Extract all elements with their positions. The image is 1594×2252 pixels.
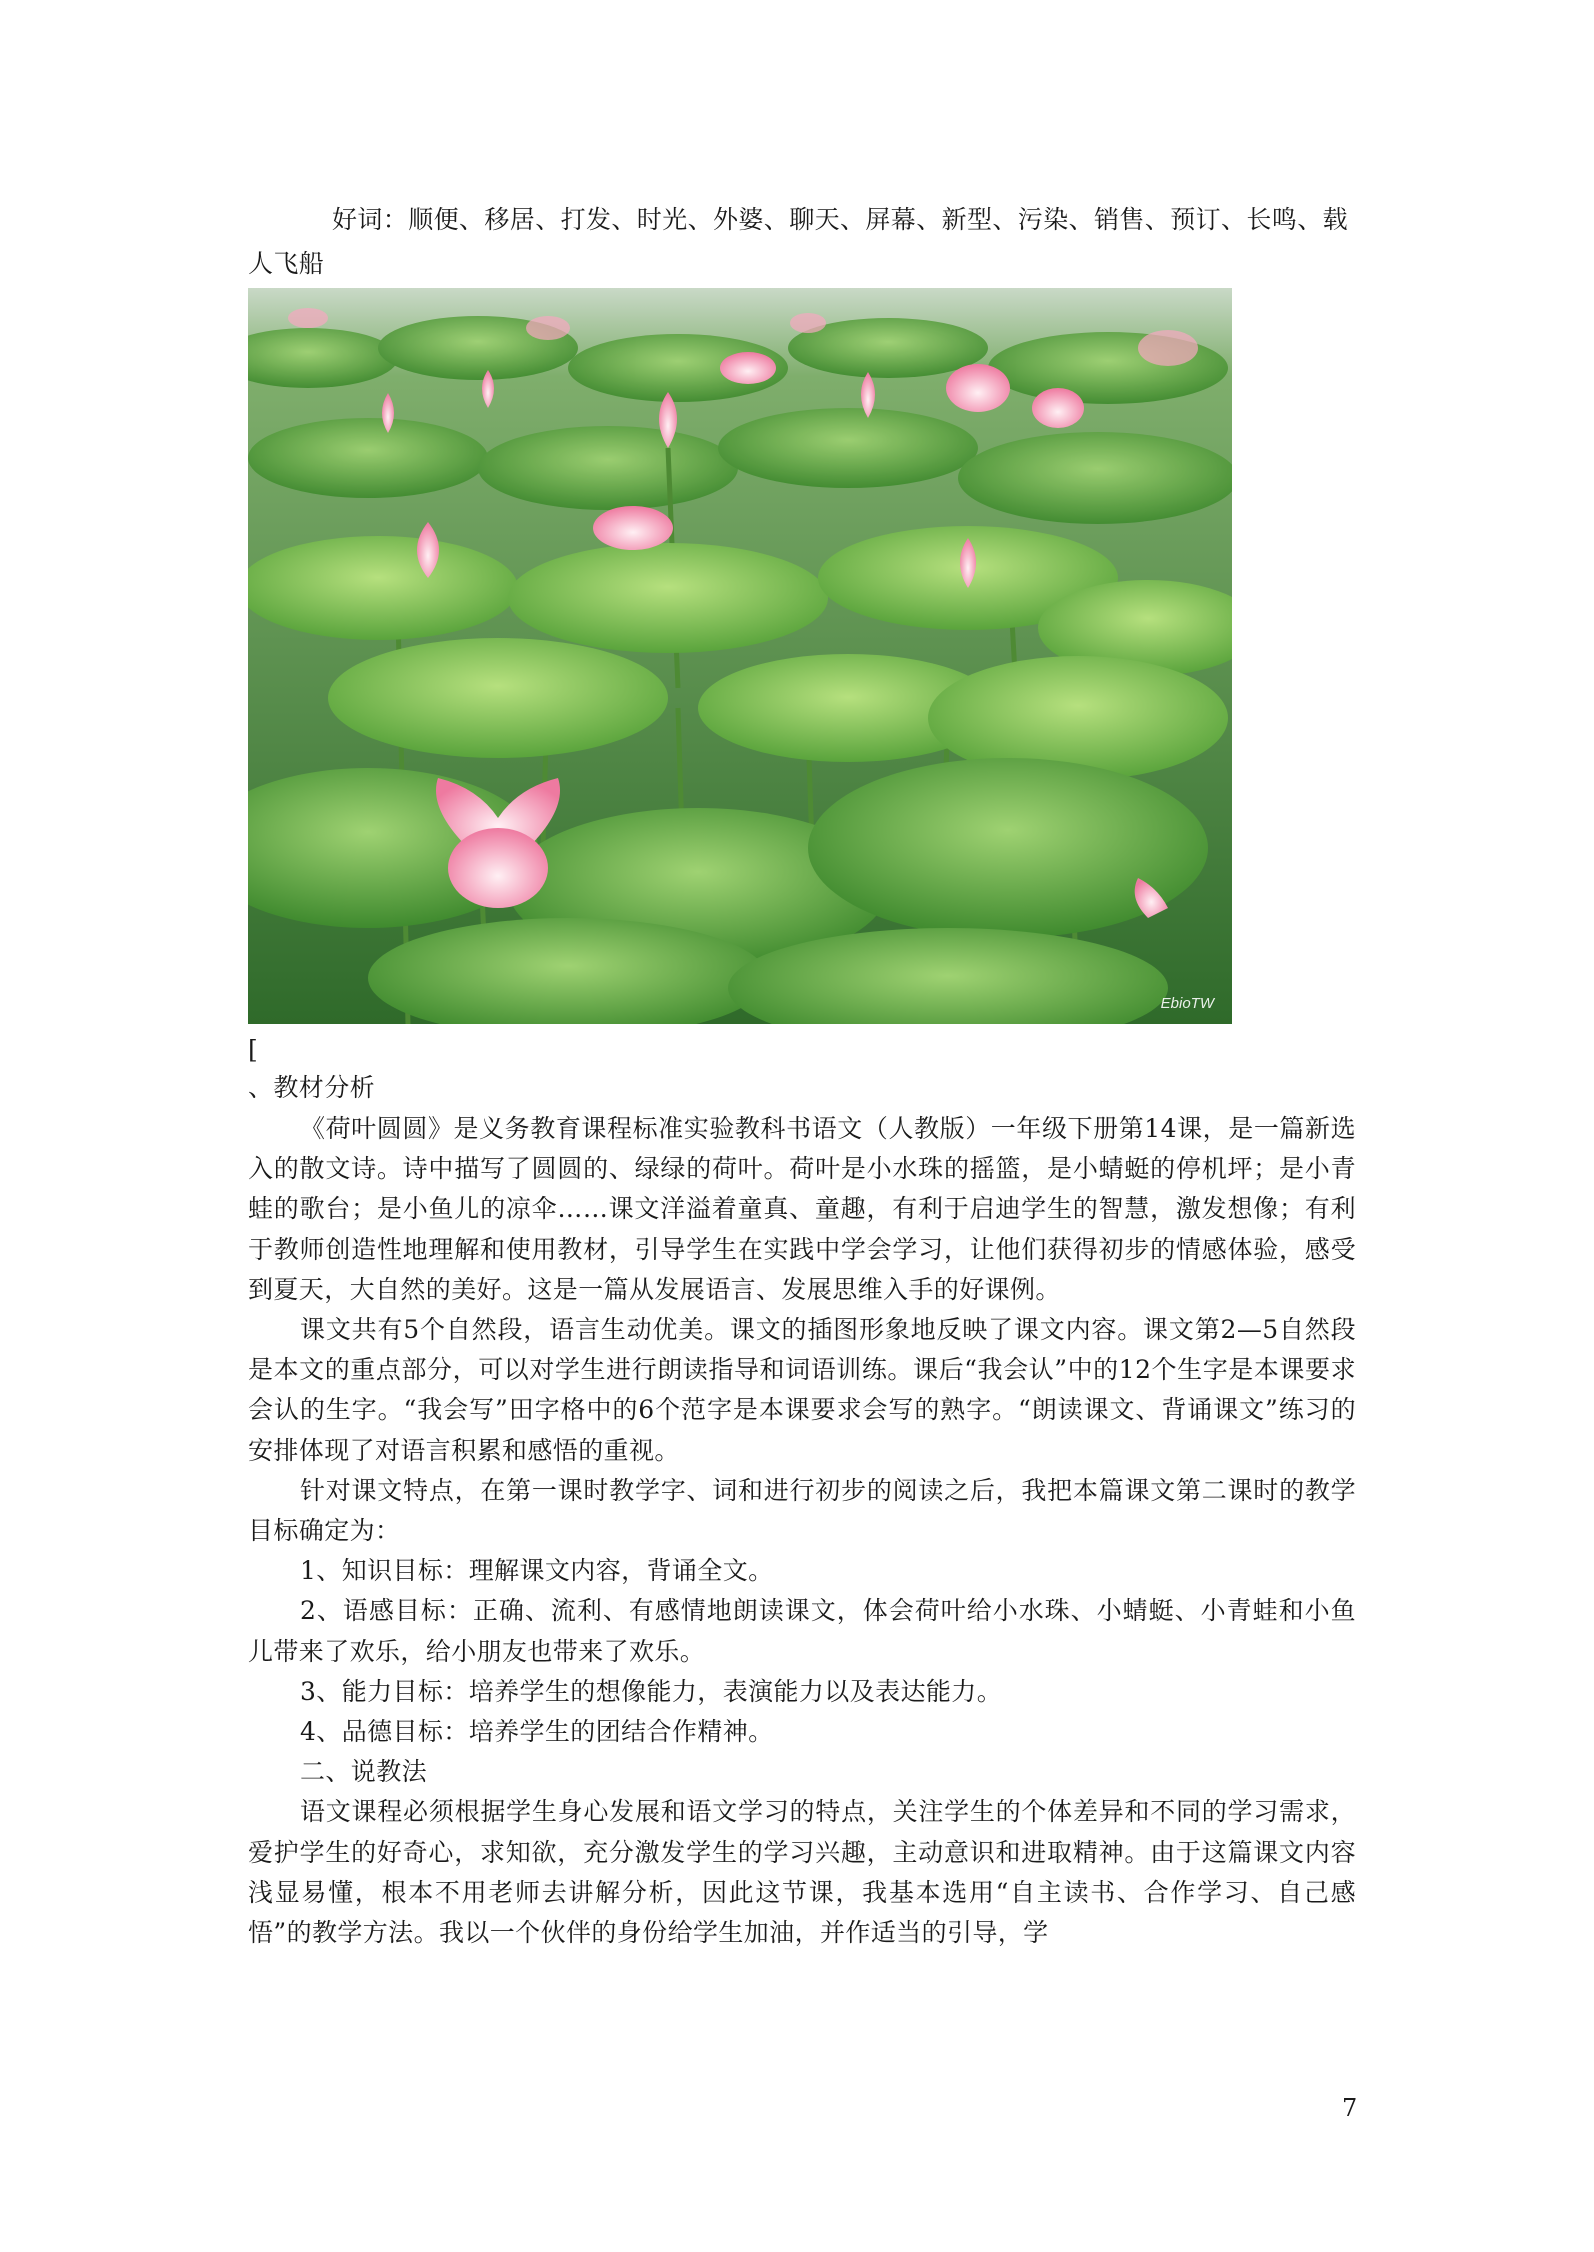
paragraph: 语文课程必须根据学生身心发展和语文学习的特点，关注学生的个体差异和不同的学习需求，爱护学生的好奇心，求知欲，充分激发学生的学习兴趣，主动意识和进取精神。由于这篇课文内容浅显易懂，根本不用老师去讲解分析，因此这节课，我基本选用“自主读书、合作学习、自己感悟”的教学方法。我以一个伙伴的身份给学生加油，并作适当的引导，学: [248, 1797, 1356, 1948]
section-heading: 、教材分析: [248, 1073, 376, 1102]
good-words-line: 好词：顺便、移居、打发、时光、外婆、聊天、屏幕、新型、污染、销售、预订、长鸣、载人飞船: [248, 205, 1349, 278]
paragraph: 2、语感目标：正确、流利、有感情地朗读课文，体会荷叶给小水珠、小蜻蜓、小青蛙和小鱼儿带来了欢乐，给小朋友也带来了欢乐。: [248, 1596, 1356, 1666]
paragraph: 课文共有5个自然段，语言生动优美。课文的插图形象地反映了课文内容。课文第2—5自然段是本文的重点部分，可以对学生进行朗读指导和词语训练。课后“我会认”中的12个生字是本课要求会认的生字。“我会写”田字格中的6个范字是本课要求会写的熟字。“朗读课文、背诵课文”练习的安排体现了对语言积累和感悟的重视。: [248, 1315, 1356, 1465]
body-text: [248, 1109, 1356, 1953]
paragraph: 《荷叶圆圆》是义务教育课程标准实验教科书语文（人教版）一年级下册第14课，是一篇新选入的散文诗。诗中描写了圆圆的、绿绿的荷叶。荷叶是小水珠的摇篮，是小蜻蜓的停机坪；是小青蛙的歌台；是小鱼儿的凉伞……课文洋溢着童真、童趣，有利于启迪学生的智慧，激发想像；有利于教师创造性地理解和使用教材，引导学生在实践中学会学习，让他们获得初步的情感体验，感受到夏天，大自然的美好。这是一篇从发展语言、发展思维入手的好课例。: [248, 1114, 1356, 1304]
paragraph: 针对课文特点，在第一课时教学字、词和进行初步的阅读之后，我把本篇课文第二课时的教学目标确定为：: [248, 1475, 1356, 1546]
image-watermark: EbioTW: [1160, 995, 1214, 1012]
page-number: 7: [1342, 2094, 1358, 2122]
paragraph: 1、知识目标：理解课文内容，背诵全文。: [300, 1556, 774, 1586]
paragraph: 4、品德目标：培养学生的团结合作精神。: [300, 1717, 774, 1747]
bracket-mark: [: [248, 1035, 259, 1064]
lotus-pond-image: [248, 288, 1232, 1024]
lotus-photo: [248, 288, 1232, 1024]
paragraph: 二、说教法: [300, 1757, 428, 1787]
paragraph: 3、能力目标：培养学生的想像能力，表演能力以及表达能力。: [300, 1676, 1003, 1706]
